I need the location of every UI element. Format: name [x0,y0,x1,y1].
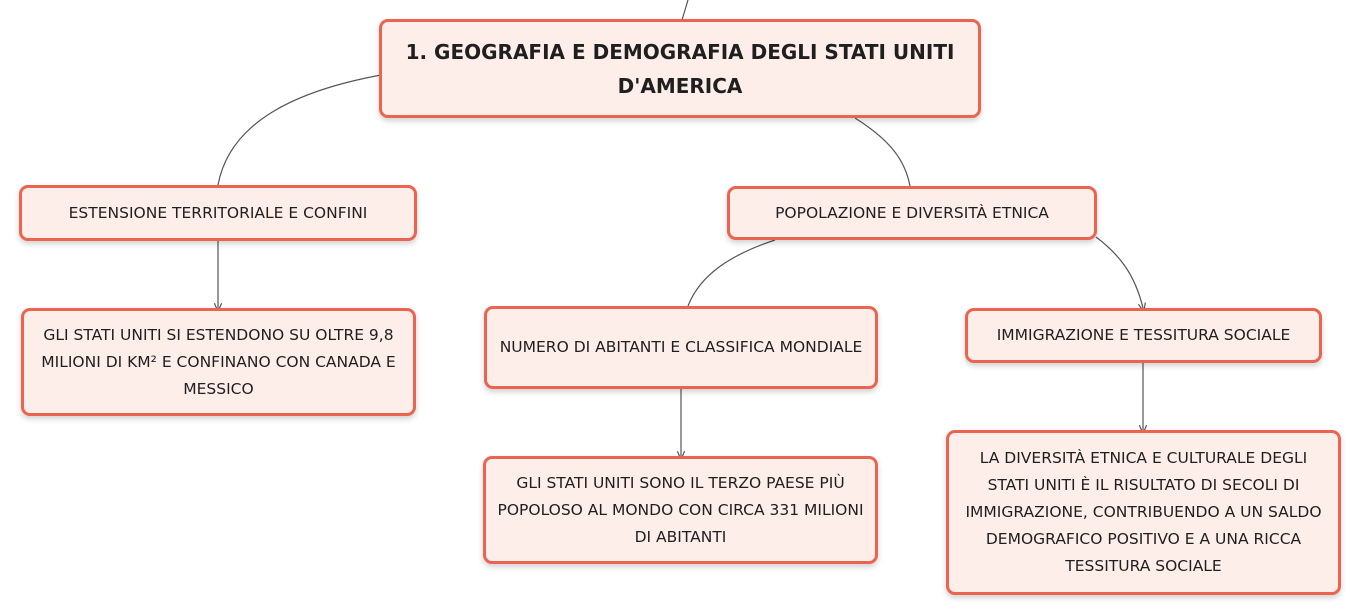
immigrazione-detail-node[interactable] [946,430,1341,595]
popolazione-node[interactable] [727,186,1097,240]
connector-popolazione-to-abitanti [688,240,775,306]
estensione-detail-label: GLI STATI UNITI SI ESTENDONO SU OLTRE 9,8 MILIONI DI KM² E CONFINANO CON CANADA E MESSICO [41,325,396,398]
immigrazione-detail-label: LA DIVERSITÀ ETNICA E CULTURALE DEGLI STATI UNITI È IL RISULTATO DI SECOLI DI IMMIGRAZIONE, CONTRIBUENDO A UN SALDO DEMOGRAFICO POSITIVO E A UNA RICCA TESSITURA SOCIALE [965,449,1322,575]
connector-popolazione-to-immigrazione [1096,237,1143,308]
root-topic-label: 1. GEOGRAFIA E DEMOGRAFIA DEGLI STATI UNITI D'AMERICA [405,39,955,98]
connector-root-to-popolazione [855,118,910,186]
immigrazione-node[interactable] [965,308,1322,363]
estensione-label: ESTENSIONE TERRITORIALE E CONFINI [68,203,368,222]
abitanti-detail-label: GLI STATI UNITI SONO IL TERZO PAESE PIÙ POPOLOSO AL MONDO CON CIRCA 331 MILIONI DI ABITANTI [497,473,864,546]
connector-root-to-estensione [218,75,381,185]
abitanti-detail-node[interactable] [483,456,878,564]
abitanti-label: NUMERO DI ABITANTI E CLASSIFICA MONDIALE [499,338,863,356]
estensione-node[interactable] [19,185,417,241]
root-topic-node[interactable] [379,19,981,118]
connector-parent-to-root [682,0,688,20]
estensione-detail-node[interactable] [21,308,416,416]
popolazione-label: POPOLAZIONE E DIVERSITÀ ETNICA [775,203,1049,222]
abitanti-node[interactable] [484,306,878,389]
immigrazione-label: IMMIGRAZIONE E TESSITURA SOCIALE [996,326,1291,344]
